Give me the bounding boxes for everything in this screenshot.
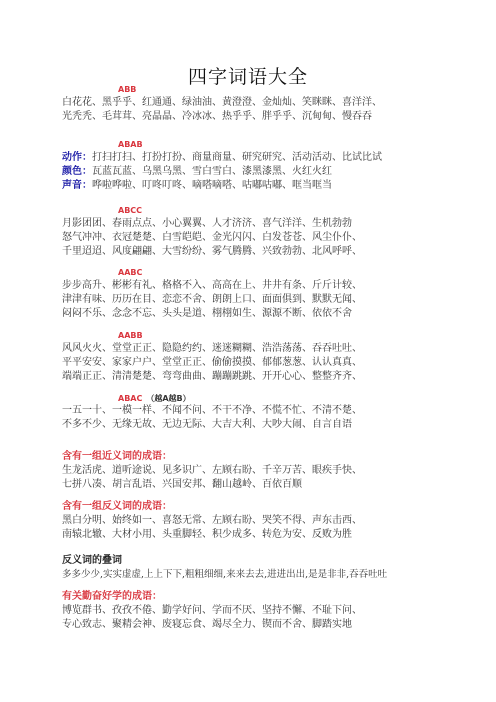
row-text: 瓦蓝瓦蓝、乌黑乌黑、雪白雪白、漆黑漆黑、火红火红 (92, 166, 332, 177)
text-line: 南辕北辙、大材小用、头重脚轻、积少成多、转危为安、反败为胜 (62, 529, 352, 540)
text-line: 不多不少、无缘无故、无边无际、大吉大利、大吵大闹、自言自语 (62, 419, 352, 430)
text-line: 端端正正、清清楚楚、弯弯曲曲、蹦蹦跳跳、开开心心、整整齐齐、 (62, 371, 362, 382)
section-aabb (62, 331, 482, 384)
row-text: 哗啦哗啦、叮咚叮咚、嘀嗒嘀嗒、咕嘟咕嘟、哐当哐当 (92, 180, 332, 191)
section-header (118, 393, 482, 404)
section-header: ABB (118, 85, 137, 94)
row-label: 动作： (62, 152, 92, 163)
text-line: 一五一十、一模一样、不闻不问、不干不净、不慌不忙、不清不楚、 (62, 405, 362, 416)
text-line: 步步高升、彬彬有礼、格格不入、高高在上、井井有条、斤斤计较、 (62, 280, 362, 291)
row-label: 颜色： (62, 166, 92, 177)
section-abab (62, 140, 482, 193)
text-line: 博览群书、孜孜不倦、勤学好问、学而不厌、坚持不懈、不耻下问、 (62, 605, 362, 616)
section-title: 含有一组反义词的成语： (62, 501, 172, 512)
section-header: ABCC (118, 206, 143, 215)
text-line: 千里迢迢、风度翩翩、大雪纷纷、雾气腾腾、兴致勃勃、北风呼呼、 (62, 246, 362, 257)
section-abcc (62, 206, 482, 259)
text-line: 生龙活虎、道听途说、见多识广、左顾右盼、千辛万苦、眼疾手快、 (62, 465, 362, 476)
text-line: 闷闷不乐、念念不忘、头头是道、栩栩如生、源源不断、依依不舍 (62, 308, 352, 319)
text-line: 风风火火、堂堂正正、隐隐约约、迷迷糊糊、浩浩荡荡、吞吞吐吐、 (62, 343, 362, 354)
text-line: 多多少少,实实虚虚,上上下下,粗粗细细,来来去去,进进出出,是是非非,吞吞吐吐 (62, 569, 388, 580)
section-title: 含有一组近义词的成语： (62, 451, 172, 462)
text-line: 七拼八凑、胡言乱语、兴国安邦、翻山越岭、百依百顺 (62, 479, 302, 490)
text-line: 白花花、黑乎乎、红通通、绿油油、黄澄澄、金灿灿、笑眯眯、喜洋洋、 (62, 97, 382, 108)
section-header-label: ABAC (118, 394, 143, 403)
text-line: 平平安安、家家户户、堂堂正正、偷偷摸摸、郁郁葱葱、认认真真、 (62, 357, 362, 368)
text-line: 黑白分明、始终如一、喜怒无常、左顾右盼、哭笑不得、声东击西、 (62, 515, 362, 526)
section-title: 反义词的叠词 (62, 555, 122, 566)
section-abb (62, 85, 482, 124)
text-line: 津津有味、历历在目、恋恋不舍、朗朗上口、面面俱到、默默无闻、 (62, 294, 362, 305)
section-synonym (62, 450, 482, 492)
text-line: 光秃秃、毛茸茸、亮晶晶、冷冰冰、热乎乎、胖乎乎、沉甸甸、慢吞吞 (62, 111, 372, 122)
page-title: 四字词语大全 (187, 66, 308, 88)
section-header: AABC (118, 268, 143, 277)
section-header: ABAB (118, 140, 143, 149)
section-header: AABB (118, 331, 143, 340)
row-text: 打扫打扫、打扮打扮、商量商量、研究研究、活动活动、比试比试 (92, 152, 382, 163)
section-overlap (62, 554, 482, 582)
text-line: 怒气冲冲、衣冠楚楚、白雪皑皑、金光闪闪、白发苍苍、风尘仆仆、 (62, 232, 362, 243)
section-abac (62, 393, 482, 432)
text-line (62, 179, 482, 193)
section-title: 有关勤奋好学的成语： (62, 591, 162, 602)
section-study (62, 590, 482, 632)
section-aabc (62, 268, 482, 321)
text-line (62, 151, 482, 165)
text-line (62, 165, 482, 179)
section-antonym (62, 500, 482, 542)
text-line: 月影团团、春雨点点、小心翼翼、人才济济、喜气洋洋、生机勃勃 (62, 218, 352, 229)
row-label: 声音： (62, 180, 92, 191)
text-line: 专心致志、聚精会神、废寝忘食、竭尽全力、锲而不舍、脚踏实地 (62, 619, 352, 630)
section-note: （越A越B） (146, 394, 191, 403)
